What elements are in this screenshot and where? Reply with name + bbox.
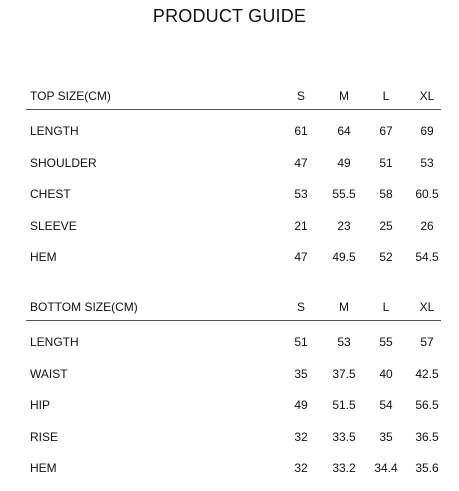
cell-value: 64	[337, 124, 351, 138]
table-row	[26, 428, 441, 460]
cell-value: 52	[379, 250, 393, 264]
cell-value: 60.5	[415, 187, 439, 201]
size-l-header: L	[382, 89, 390, 103]
cell-value: 47	[294, 250, 308, 264]
size-xl-header: XL	[419, 300, 435, 314]
cell-value: 42.5	[415, 366, 439, 381]
top-size-table	[26, 87, 441, 280]
table-header-label: TOP SIZE(CM)	[30, 89, 111, 103]
cell-value: 55	[379, 335, 393, 349]
table-row	[26, 365, 441, 397]
size-m-header: M	[339, 89, 349, 103]
cell-value: 51	[294, 335, 308, 349]
size-s-header: S	[296, 300, 305, 314]
cell-value: 55.5	[332, 187, 356, 201]
cell-value: 54.5	[415, 250, 439, 264]
table-header	[26, 87, 441, 110]
row-label: SHOULDER	[30, 155, 97, 170]
table-row	[26, 154, 441, 186]
cell-value: 51	[379, 155, 393, 170]
cell-value: 25	[379, 218, 393, 233]
cell-value: 40	[379, 366, 393, 381]
table-row	[26, 459, 441, 491]
cell-value: 21	[294, 218, 308, 233]
cell-value: 33.2	[332, 461, 356, 475]
table-row	[26, 185, 441, 217]
cell-value: 37.5	[332, 366, 356, 381]
size-l-header: L	[382, 300, 390, 314]
table-row	[26, 333, 441, 365]
row-label: LENGTH	[30, 124, 79, 138]
row-label: LENGTH	[30, 335, 79, 349]
cell-value: 35	[294, 366, 308, 381]
cell-value: 49.5	[332, 250, 356, 264]
cell-value: 33.5	[332, 429, 356, 444]
cell-value: 51.5	[332, 398, 356, 412]
cell-value: 36.5	[415, 429, 439, 444]
row-label: HEM	[30, 250, 57, 264]
table-row	[26, 248, 441, 280]
cell-value: 67	[379, 124, 393, 138]
cell-value: 58	[379, 187, 393, 201]
table-row	[26, 217, 441, 249]
cell-value: 56.5	[415, 398, 439, 412]
cell-value: 54	[379, 398, 393, 412]
row-label: HEM	[30, 461, 57, 475]
cell-value: 49	[337, 155, 351, 170]
cell-value: 69	[420, 124, 434, 138]
size-s-header: S	[296, 89, 305, 103]
cell-value: 35	[379, 429, 393, 444]
row-label: CHEST	[30, 187, 71, 201]
cell-value: 26	[420, 218, 434, 233]
cell-value: 34.4	[374, 461, 398, 475]
row-label: SLEEVE	[30, 218, 77, 233]
cell-value: 53	[294, 187, 308, 201]
table-row	[26, 396, 441, 428]
size-xl-header: XL	[419, 89, 435, 103]
cell-value: 53	[420, 155, 434, 170]
table-row	[26, 122, 441, 154]
table-header-label: BOTTOM SIZE(CM)	[30, 300, 138, 314]
cell-value: 32	[294, 461, 308, 475]
cell-value: 23	[337, 218, 351, 233]
row-label: WAIST	[30, 366, 68, 381]
size-m-header: M	[339, 300, 349, 314]
cell-value: 47	[294, 155, 308, 170]
row-label: RISE	[30, 429, 59, 444]
cell-value: 32	[294, 429, 308, 444]
row-label: HIP	[30, 398, 51, 412]
cell-value: 61	[294, 124, 308, 138]
cell-value: 57	[420, 335, 434, 349]
bottom-size-table	[26, 298, 441, 491]
table-header	[26, 298, 441, 321]
cell-value: 53	[337, 335, 351, 349]
page-title: PRODUCT GUIDE	[152, 6, 307, 26]
cell-value: 49	[294, 398, 308, 412]
cell-value: 35.6	[415, 461, 439, 475]
